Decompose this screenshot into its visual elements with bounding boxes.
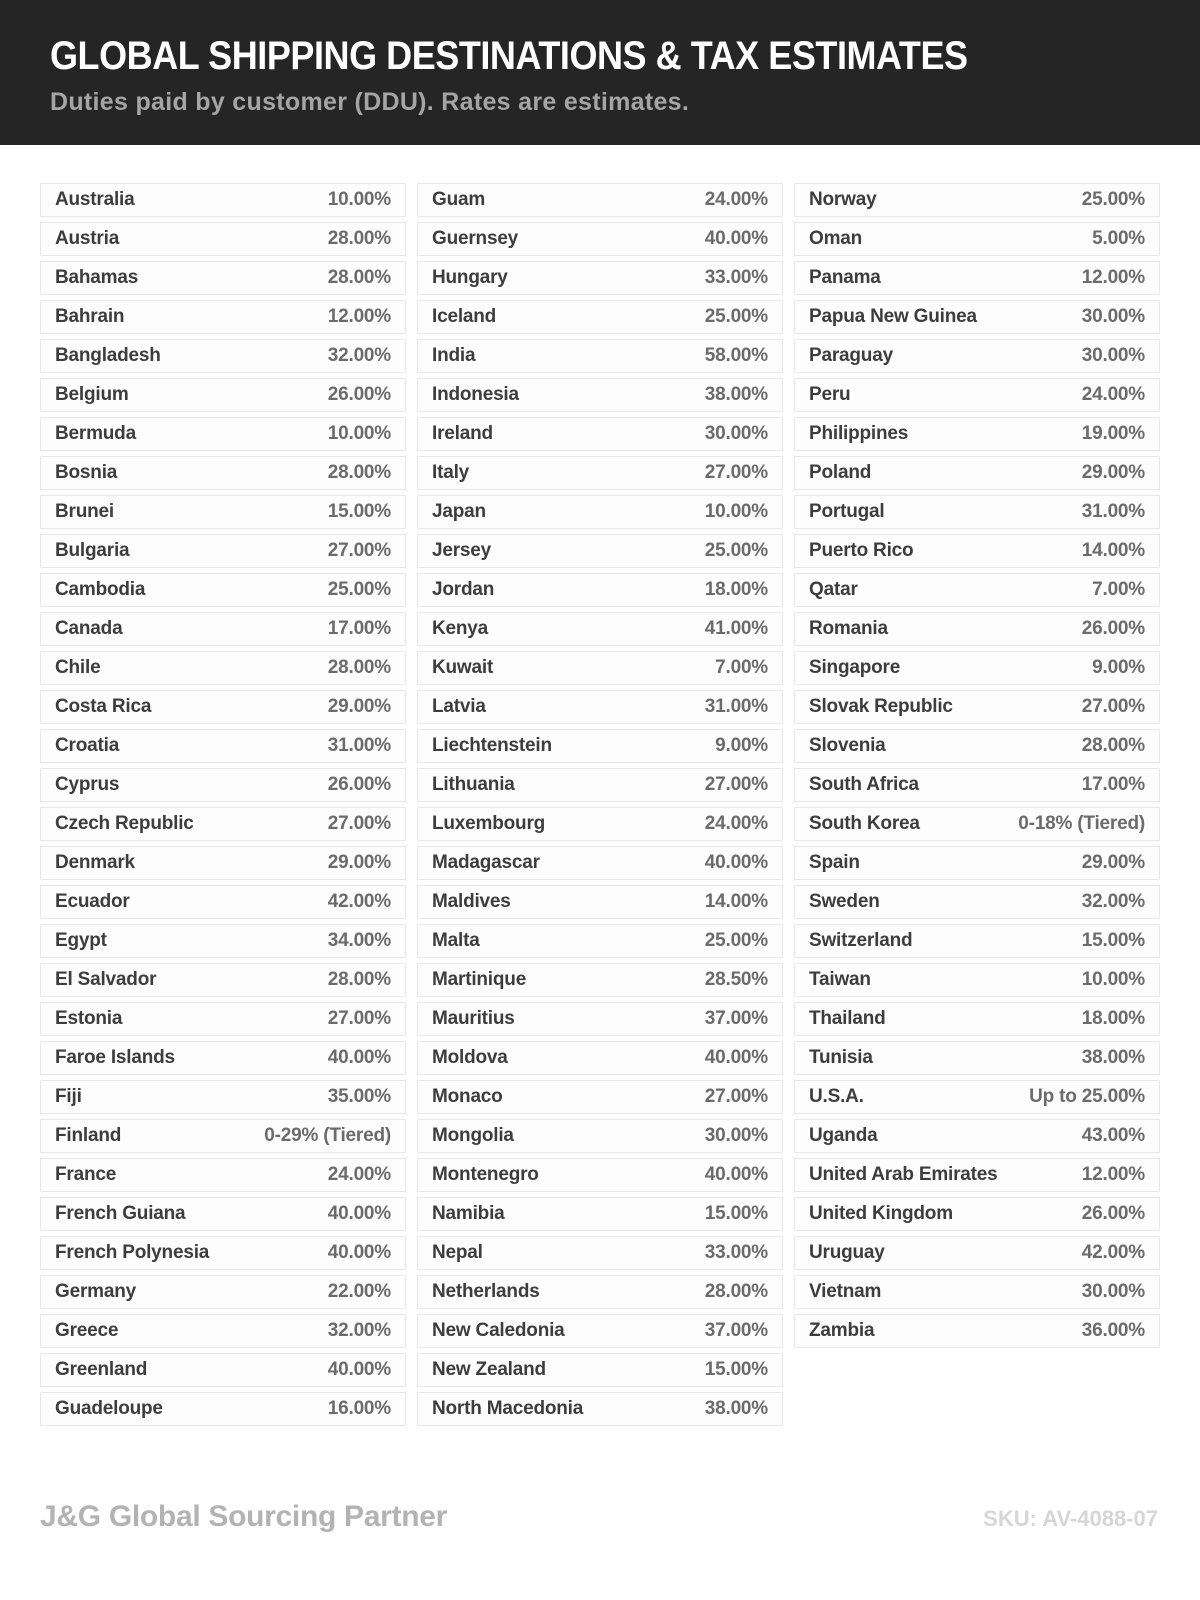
table-row xyxy=(40,1080,406,1114)
country-name: Greece xyxy=(55,1320,119,1341)
rates-column xyxy=(794,183,1160,1431)
table-row xyxy=(417,339,783,373)
country-name: Vietnam xyxy=(809,1281,882,1302)
country-name: Malta xyxy=(432,930,480,951)
table-row xyxy=(417,924,783,958)
country-name: Brunei xyxy=(55,501,114,522)
table-row xyxy=(794,1236,1160,1270)
country-name: United Arab Emirates xyxy=(809,1164,998,1185)
table-row xyxy=(794,1119,1160,1153)
table-row xyxy=(40,924,406,958)
tax-rate: 7.00% xyxy=(1092,579,1145,600)
footer xyxy=(0,1500,1200,1534)
tax-rate: 30.00% xyxy=(704,423,768,444)
table-row xyxy=(794,1002,1160,1036)
country-name: Moldova xyxy=(432,1047,508,1068)
country-name: Sweden xyxy=(809,891,880,912)
country-name: Italy xyxy=(432,462,470,483)
country-name: Austria xyxy=(55,228,120,249)
table-row xyxy=(417,183,783,217)
table-row xyxy=(40,261,406,295)
table-row xyxy=(794,456,1160,490)
tax-rate: 27.00% xyxy=(327,1008,391,1029)
country-name: Bahamas xyxy=(55,267,139,288)
table-row xyxy=(40,1314,406,1348)
tax-rate: 27.00% xyxy=(704,774,768,795)
country-name: Maldives xyxy=(432,891,511,912)
tax-rate: 25.00% xyxy=(704,930,768,951)
country-name: Taiwan xyxy=(809,969,871,990)
tax-rate: 28.00% xyxy=(327,657,391,678)
country-name: Slovak Republic xyxy=(809,696,953,717)
table-row xyxy=(794,729,1160,763)
country-name: Bosnia xyxy=(55,462,118,483)
tax-rate: 40.00% xyxy=(704,1047,768,1068)
tax-rate: 40.00% xyxy=(704,228,768,249)
table-row xyxy=(417,261,783,295)
tax-rate: 12.00% xyxy=(1081,1164,1145,1185)
table-row xyxy=(40,339,406,373)
country-name: Egypt xyxy=(55,930,107,951)
tax-rate: 17.00% xyxy=(327,618,391,639)
country-name: Thailand xyxy=(809,1008,886,1029)
table-row xyxy=(40,612,406,646)
tax-rate: 7.00% xyxy=(715,657,768,678)
tax-rate: 15.00% xyxy=(1081,930,1145,951)
tax-rate: 37.00% xyxy=(704,1008,768,1029)
table-row xyxy=(417,1353,783,1387)
country-name: Liechtenstein xyxy=(432,735,552,756)
country-name: United Kingdom xyxy=(809,1203,953,1224)
tax-rate: 37.00% xyxy=(704,1320,768,1341)
tax-rate: 28.00% xyxy=(327,462,391,483)
tax-rate: 29.00% xyxy=(327,696,391,717)
tax-rate: 25.00% xyxy=(704,306,768,327)
table-row xyxy=(40,846,406,880)
tax-rate: 31.00% xyxy=(704,696,768,717)
tax-rate: 40.00% xyxy=(704,852,768,873)
tax-rate: 41.00% xyxy=(704,618,768,639)
tax-rate: 36.00% xyxy=(1081,1320,1145,1341)
table-row xyxy=(417,1197,783,1231)
country-name: Mongolia xyxy=(432,1125,514,1146)
tax-rate: 32.00% xyxy=(1081,891,1145,912)
table-row xyxy=(417,1236,783,1270)
table-row xyxy=(794,846,1160,880)
country-name: Denmark xyxy=(55,852,135,873)
country-name: Latvia xyxy=(432,696,486,717)
country-name: Ecuador xyxy=(55,891,130,912)
table-row xyxy=(417,963,783,997)
country-name: Monaco xyxy=(432,1086,503,1107)
country-name: Montenegro xyxy=(432,1164,539,1185)
tax-rate: 9.00% xyxy=(1092,657,1145,678)
tax-rate: 38.00% xyxy=(704,384,768,405)
country-name: Oman xyxy=(809,228,863,249)
country-name: Costa Rica xyxy=(55,696,152,717)
country-name: Uruguay xyxy=(809,1242,885,1263)
tax-rate: 15.00% xyxy=(704,1359,768,1380)
country-name: Romania xyxy=(809,618,888,639)
table-row xyxy=(40,222,406,256)
tax-rate: 17.00% xyxy=(1081,774,1145,795)
country-name: Qatar xyxy=(809,579,858,600)
table-row xyxy=(794,651,1160,685)
country-name: South Korea xyxy=(809,813,920,834)
country-name: New Caledonia xyxy=(432,1320,565,1341)
tax-rate: 26.00% xyxy=(327,384,391,405)
country-name: Kenya xyxy=(432,618,489,639)
table-row xyxy=(417,1119,783,1153)
country-name: Ireland xyxy=(432,423,493,444)
tax-rate: 10.00% xyxy=(1081,969,1145,990)
tax-rate: 27.00% xyxy=(704,462,768,483)
tax-rate: 18.00% xyxy=(704,579,768,600)
country-name: Czech Republic xyxy=(55,813,194,834)
tax-rate: 27.00% xyxy=(327,540,391,561)
table-row xyxy=(40,300,406,334)
tax-rate: 28.00% xyxy=(327,228,391,249)
table-row xyxy=(794,612,1160,646)
table-row xyxy=(40,1236,406,1270)
country-name: French Guiana xyxy=(55,1203,186,1224)
table-row xyxy=(794,300,1160,334)
tax-rate: 12.00% xyxy=(1081,267,1145,288)
tax-rate: 40.00% xyxy=(704,1164,768,1185)
table-row xyxy=(417,1041,783,1075)
tax-rate: 40.00% xyxy=(327,1203,391,1224)
tax-rate: 25.00% xyxy=(327,579,391,600)
tax-rate: 24.00% xyxy=(327,1164,391,1185)
table-row xyxy=(40,1275,406,1309)
country-name: Guam xyxy=(432,189,486,210)
table-row xyxy=(40,495,406,529)
table-row xyxy=(417,651,783,685)
table-row xyxy=(40,573,406,607)
table-row xyxy=(40,1392,406,1426)
country-name: Uganda xyxy=(809,1125,878,1146)
tax-rate: 32.00% xyxy=(327,1320,391,1341)
table-row xyxy=(794,183,1160,217)
country-name: Iceland xyxy=(432,306,497,327)
country-name: Bulgaria xyxy=(55,540,130,561)
table-row xyxy=(40,768,406,802)
tax-rate: 31.00% xyxy=(327,735,391,756)
table-row xyxy=(417,300,783,334)
country-name: Singapore xyxy=(809,657,901,678)
table-row xyxy=(40,807,406,841)
table-row xyxy=(417,417,783,451)
tax-rate: 27.00% xyxy=(327,813,391,834)
tax-rate: 15.00% xyxy=(327,501,391,522)
table-row xyxy=(40,729,406,763)
table-row xyxy=(794,417,1160,451)
country-name: Lithuania xyxy=(432,774,515,795)
tax-rate: 26.00% xyxy=(1081,1203,1145,1224)
country-name: Portugal xyxy=(809,501,885,522)
table-row xyxy=(417,222,783,256)
table-row xyxy=(794,1080,1160,1114)
country-name: Norway xyxy=(809,189,877,210)
tax-rate: 14.00% xyxy=(1081,540,1145,561)
tax-rate: 24.00% xyxy=(1081,384,1145,405)
tax-rate: 9.00% xyxy=(715,735,768,756)
country-name: Spain xyxy=(809,852,860,873)
country-name: Australia xyxy=(55,189,135,210)
brand-name: J&G Global Sourcing Partner xyxy=(40,1500,447,1533)
tax-rate: 33.00% xyxy=(704,1242,768,1263)
page-subtitle: Duties paid by customer (DDU). Rates are estimates. xyxy=(50,88,690,116)
tax-rate: 28.50% xyxy=(704,969,768,990)
tax-rate: 30.00% xyxy=(704,1125,768,1146)
table-row xyxy=(40,534,406,568)
tax-rate: 40.00% xyxy=(327,1242,391,1263)
tax-rate: 0-18% (Tiered) xyxy=(1018,813,1145,834)
country-name: Germany xyxy=(55,1281,136,1302)
country-name: U.S.A. xyxy=(809,1086,864,1107)
country-name: Luxembourg xyxy=(432,813,546,834)
country-name: Belgium xyxy=(55,384,129,405)
country-name: Jersey xyxy=(432,540,492,561)
table-row xyxy=(794,1158,1160,1192)
tax-rate: 28.00% xyxy=(327,267,391,288)
table-row xyxy=(417,1392,783,1426)
country-name: India xyxy=(432,345,476,366)
country-name: Papua New Guinea xyxy=(809,306,977,327)
tax-rate: 58.00% xyxy=(704,345,768,366)
country-name: Switzerland xyxy=(809,930,913,951)
tax-rate: 33.00% xyxy=(704,267,768,288)
country-name: Panama xyxy=(809,267,881,288)
table-row xyxy=(40,651,406,685)
table-row xyxy=(794,573,1160,607)
tax-rate: 42.00% xyxy=(1081,1242,1145,1263)
country-name: Croatia xyxy=(55,735,120,756)
table-row xyxy=(794,690,1160,724)
tax-rate: 22.00% xyxy=(327,1281,391,1302)
tax-rate: 28.00% xyxy=(327,969,391,990)
table-row xyxy=(40,456,406,490)
tax-rate: 31.00% xyxy=(1081,501,1145,522)
country-name: New Zealand xyxy=(432,1359,546,1380)
table-row xyxy=(417,768,783,802)
table-row xyxy=(794,1275,1160,1309)
table-row xyxy=(417,729,783,763)
rates-table xyxy=(0,183,1200,1431)
tax-rate: 5.00% xyxy=(1092,228,1145,249)
table-row xyxy=(794,924,1160,958)
tax-rate: 42.00% xyxy=(327,891,391,912)
table-row xyxy=(40,690,406,724)
country-name: Hungary xyxy=(432,267,508,288)
table-row xyxy=(794,885,1160,919)
country-name: Madagascar xyxy=(432,852,540,873)
tax-rate: 24.00% xyxy=(704,813,768,834)
country-name: Jordan xyxy=(432,579,495,600)
tax-rate: 30.00% xyxy=(1081,306,1145,327)
table-row xyxy=(794,378,1160,412)
table-row xyxy=(794,1314,1160,1348)
tax-rate: 16.00% xyxy=(327,1398,391,1419)
country-name: Cyprus xyxy=(55,774,120,795)
table-row xyxy=(794,339,1160,373)
country-name: Canada xyxy=(55,618,123,639)
country-name: Namibia xyxy=(432,1203,505,1224)
tax-rate: 29.00% xyxy=(1081,462,1145,483)
country-name: Japan xyxy=(432,501,486,522)
country-name: Bermuda xyxy=(55,423,136,444)
country-name: Bahrain xyxy=(55,306,125,327)
tax-rate: 35.00% xyxy=(327,1086,391,1107)
tax-rate: 24.00% xyxy=(704,189,768,210)
table-row xyxy=(794,807,1160,841)
country-name: Kuwait xyxy=(432,657,494,678)
country-name: Nepal xyxy=(432,1242,483,1263)
tax-rate: 15.00% xyxy=(704,1203,768,1224)
table-row xyxy=(417,807,783,841)
table-row xyxy=(794,495,1160,529)
tax-rate: 25.00% xyxy=(704,540,768,561)
tax-rate: 38.00% xyxy=(704,1398,768,1419)
tax-rate: 34.00% xyxy=(327,930,391,951)
table-row xyxy=(794,222,1160,256)
country-name: France xyxy=(55,1164,117,1185)
table-row xyxy=(417,1275,783,1309)
country-name: Estonia xyxy=(55,1008,123,1029)
table-row xyxy=(417,378,783,412)
tax-rate: 18.00% xyxy=(1081,1008,1145,1029)
table-row xyxy=(40,378,406,412)
tax-rate: 43.00% xyxy=(1081,1125,1145,1146)
table-row xyxy=(794,534,1160,568)
country-name: Guadeloupe xyxy=(55,1398,163,1419)
tax-rate: 27.00% xyxy=(1081,696,1145,717)
country-name: El Salvador xyxy=(55,969,157,990)
table-row xyxy=(417,573,783,607)
country-name: Bangladesh xyxy=(55,345,161,366)
tax-rate: 32.00% xyxy=(327,345,391,366)
rates-column xyxy=(40,183,406,1431)
table-row xyxy=(40,417,406,451)
tax-rate: 30.00% xyxy=(1081,345,1145,366)
tax-rate: 28.00% xyxy=(704,1281,768,1302)
table-row xyxy=(40,885,406,919)
table-row xyxy=(794,1197,1160,1231)
table-row xyxy=(794,963,1160,997)
table-row xyxy=(417,846,783,880)
tax-rate: 30.00% xyxy=(1081,1281,1145,1302)
country-name: Cambodia xyxy=(55,579,146,600)
tax-rate: 40.00% xyxy=(327,1047,391,1068)
country-name: Tunisia xyxy=(809,1047,873,1068)
tax-rate: 10.00% xyxy=(327,189,391,210)
tax-rate: 29.00% xyxy=(327,852,391,873)
table-row xyxy=(417,1158,783,1192)
table-row xyxy=(40,183,406,217)
country-name: Finland xyxy=(55,1125,122,1146)
table-row xyxy=(40,1158,406,1192)
country-name: Chile xyxy=(55,657,101,678)
rates-column xyxy=(417,183,783,1431)
tax-rate: 12.00% xyxy=(327,306,391,327)
table-row xyxy=(40,963,406,997)
table-row xyxy=(417,1080,783,1114)
table-row xyxy=(794,261,1160,295)
country-name: Netherlands xyxy=(432,1281,540,1302)
table-row xyxy=(417,885,783,919)
country-name: South Africa xyxy=(809,774,919,795)
country-name: French Polynesia xyxy=(55,1242,210,1263)
table-row xyxy=(417,612,783,646)
tax-rate: 28.00% xyxy=(1081,735,1145,756)
table-row xyxy=(40,1353,406,1387)
country-name: North Macedonia xyxy=(432,1398,584,1419)
country-name: Greenland xyxy=(55,1359,148,1380)
country-name: Puerto Rico xyxy=(809,540,914,561)
tax-rate: 26.00% xyxy=(1081,618,1145,639)
table-row xyxy=(417,690,783,724)
country-name: Zambia xyxy=(809,1320,875,1341)
tax-rate: 25.00% xyxy=(1081,189,1145,210)
tax-rate: 19.00% xyxy=(1081,423,1145,444)
country-name: Peru xyxy=(809,384,851,405)
tax-rate: 29.00% xyxy=(1081,852,1145,873)
country-name: Philippines xyxy=(809,423,909,444)
table-row xyxy=(40,1119,406,1153)
country-name: Paraguay xyxy=(809,345,893,366)
country-name: Slovenia xyxy=(809,735,886,756)
country-name: Faroe Islands xyxy=(55,1047,175,1068)
page-title: GLOBAL SHIPPING DESTINATIONS & TAX ESTIMATES xyxy=(50,34,968,78)
tax-rate: 27.00% xyxy=(704,1086,768,1107)
tax-rate: 14.00% xyxy=(704,891,768,912)
table-row xyxy=(40,1002,406,1036)
table-row xyxy=(417,1002,783,1036)
tax-rate: 10.00% xyxy=(327,423,391,444)
tax-rate: 10.00% xyxy=(704,501,768,522)
tax-rate: 38.00% xyxy=(1081,1047,1145,1068)
table-row xyxy=(794,1041,1160,1075)
table-row xyxy=(794,768,1160,802)
table-row xyxy=(40,1041,406,1075)
country-name: Poland xyxy=(809,462,872,483)
country-name: Martinique xyxy=(432,969,527,990)
tax-rate: 40.00% xyxy=(327,1359,391,1380)
sku-label: SKU: AV-4088-07 xyxy=(983,1506,1158,1531)
header-banner xyxy=(0,0,1200,145)
table-row xyxy=(417,1314,783,1348)
table-row xyxy=(417,534,783,568)
country-name: Guernsey xyxy=(432,228,519,249)
country-name: Fiji xyxy=(55,1086,82,1107)
tax-rate: Up to 25.00% xyxy=(1029,1086,1145,1107)
country-name: Mauritius xyxy=(432,1008,515,1029)
table-row xyxy=(417,456,783,490)
table-row xyxy=(40,1197,406,1231)
tax-rate: 0-29% (Tiered) xyxy=(264,1125,391,1146)
tax-rate: 26.00% xyxy=(327,774,391,795)
country-name: Indonesia xyxy=(432,384,519,405)
table-row xyxy=(417,495,783,529)
